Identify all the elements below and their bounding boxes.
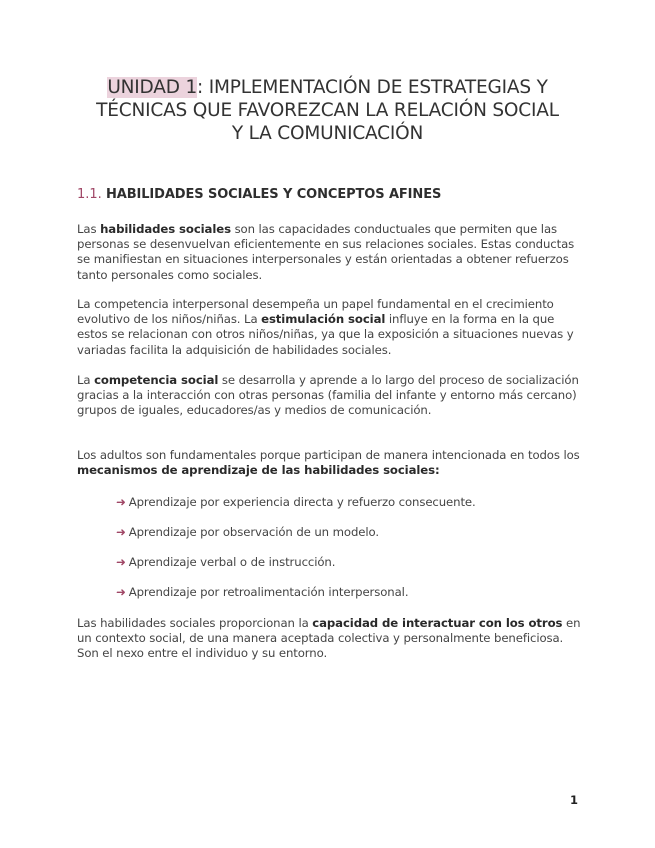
list-item bbox=[116, 495, 576, 510]
list-item bbox=[116, 525, 576, 540]
p1-text-c: son las capacidades conductuales que permiten que las personas se desenvuelvan eficientemente en sus relaciones sociales. Estas conductas se manifiestan en situaciones interpersonales y están orientadas a obtener refuerzos tanto personales como sociales. bbox=[77, 222, 575, 282]
p4-bold: mecanismos de aprendizaje de las habilidades sociales: bbox=[77, 463, 440, 478]
arrow-right-icon: ➜ bbox=[116, 525, 126, 539]
list-item-text: Aprendizaje por observación de un modelo. bbox=[128, 525, 379, 539]
list-item-text: Aprendizaje verbal o de instrucción. bbox=[128, 555, 336, 569]
paragraph-competencia-interpersonal bbox=[77, 297, 583, 358]
p2-text-a: La competencia interpersonal desempeña un papel fundamental en el crecimiento evolutivo de los niños/niñas. La bbox=[77, 297, 554, 327]
list-item-text: Aprendizaje por retroalimentación interpersonal. bbox=[128, 585, 409, 599]
page-number: 1 bbox=[569, 793, 578, 807]
p3-text-a: La bbox=[77, 373, 95, 387]
unit-label: UNIDAD 1 bbox=[107, 77, 198, 98]
section-title-text: HABILIDADES SOCIALES Y CONCEPTOS AFINES bbox=[105, 187, 442, 202]
p4-text-a: Los adultos son fundamentales porque participan de manera intencionada en todos los bbox=[77, 448, 580, 462]
paragraph-habilidades-sociales bbox=[77, 222, 583, 283]
paragraph-capacidad-interactuar bbox=[77, 616, 583, 662]
p5-text-c: en un contexto social, de una manera aceptada colectiva y personalmente beneficiosa. Son el nexo entre el individuo y su entorno. bbox=[77, 616, 581, 661]
page-title bbox=[60, 76, 595, 145]
section-number: 1.1. bbox=[77, 187, 102, 202]
list-item-text: Aprendizaje por experiencia directa y refuerzo consecuente. bbox=[128, 495, 476, 509]
p5-bold: capacidad de interactuar con los otros bbox=[312, 616, 563, 630]
section-heading bbox=[77, 186, 441, 204]
paragraph-competencia-social bbox=[77, 373, 583, 419]
p5-text-a: Las habilidades sociales proporcionan la bbox=[77, 616, 313, 630]
p3-bold: competencia social bbox=[94, 373, 219, 387]
paragraph-adultos bbox=[77, 448, 583, 478]
list-item bbox=[116, 555, 576, 570]
arrow-right-icon: ➜ bbox=[116, 585, 126, 599]
p1-bold: habilidades sociales bbox=[100, 222, 231, 236]
arrow-right-icon: ➜ bbox=[116, 555, 126, 569]
arrow-right-icon: ➜ bbox=[116, 495, 126, 509]
p1-text-a: Las bbox=[77, 222, 101, 236]
p3-text-c: se desarrolla y aprende a lo largo del proceso de socialización gracias a la interacción con otras personas (familia del infante y entorno más cercano) grupos de iguales, educadores/as y medios de comunicación. bbox=[77, 373, 579, 418]
title-line1: : IMPLEMENTACIÓN DE ESTRATEGIAS Y bbox=[197, 77, 548, 98]
list-item bbox=[116, 585, 576, 600]
p2-bold: estimulación social bbox=[261, 312, 386, 327]
title-line2: TÉCNICAS QUE FAVOREZCAN LA RELACIÓN SOCIAL bbox=[96, 100, 559, 121]
p2-text-c: influye en la forma en la que estos se relacionan con otros niños/niñas, ya que la exposición a situaciones nuevas y variadas facilita la adquisición de habilidades sociales. bbox=[77, 312, 574, 357]
title-line3: Y LA COMUNICACIÓN bbox=[231, 123, 424, 144]
